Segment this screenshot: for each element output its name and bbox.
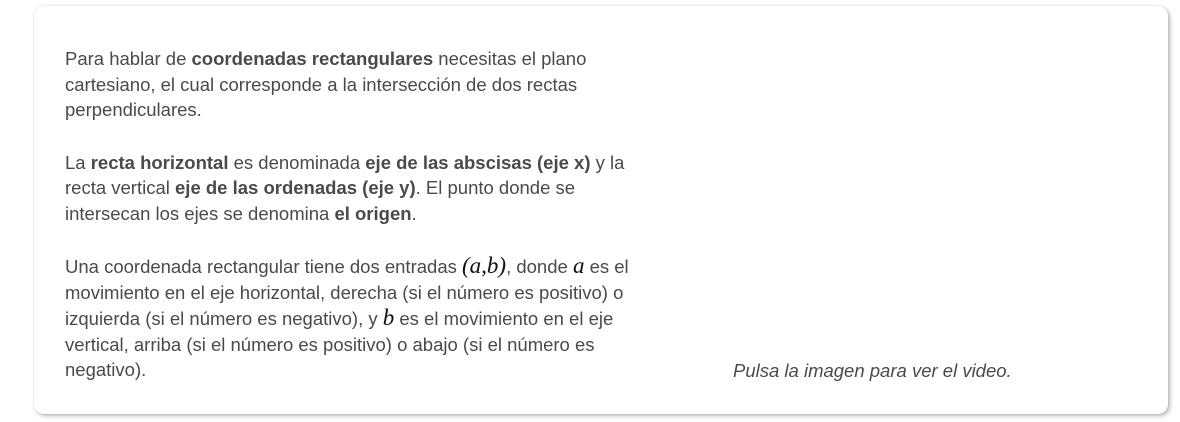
paragraph-text: es el movimiento en el eje vertical, arriba (si el número es positivo) o abajo (si el número es negativo). bbox=[65, 308, 614, 380]
text-column bbox=[65, 46, 635, 410]
content-card bbox=[34, 6, 1168, 414]
paragraph-text: necesitas el plano cartesiano, el cual corresponde a la intersección de dos rectas perpendiculares. bbox=[65, 48, 587, 120]
math-ordered-pair: (a,b) bbox=[462, 253, 507, 278]
bold-term: el origen bbox=[334, 202, 412, 224]
paragraph-axes bbox=[65, 150, 635, 227]
bold-term: eje de las ordenadas (eje y) bbox=[175, 177, 416, 198]
paragraph-text: es denominada bbox=[228, 151, 366, 173]
math-variable-b: b bbox=[382, 305, 395, 330]
paragraph-text: y la recta vertical bbox=[65, 151, 625, 198]
paragraph-text: , donde bbox=[506, 256, 573, 277]
video-caption: Pulsa la imagen para ver el video. bbox=[733, 360, 1012, 381]
paragraph-text: La bbox=[65, 151, 91, 173]
bold-term: coordenadas rectangulares bbox=[191, 48, 434, 69]
paragraph-text: Una coordenada rectangular tiene dos entradas bbox=[65, 256, 462, 277]
paragraph-ordered-pair bbox=[65, 253, 635, 383]
paragraph-text: es el movimiento en el eje horizontal, derecha (si el número es positivo) o izquierda (si el número es negativo), y bbox=[65, 256, 629, 329]
paragraph-text: . El punto donde se intersecan los ejes se denomina bbox=[65, 177, 576, 224]
bold-term: recta horizontal bbox=[90, 151, 229, 173]
math-variable-a: a bbox=[572, 253, 585, 278]
bold-term: eje de las abscisas (eje x) bbox=[365, 151, 591, 173]
video-image-placeholder[interactable] bbox=[654, 26, 1154, 346]
paragraph-text: Para hablar de bbox=[65, 48, 192, 69]
paragraph-coordinates-intro bbox=[65, 46, 635, 123]
paragraph-text: . bbox=[411, 202, 417, 224]
